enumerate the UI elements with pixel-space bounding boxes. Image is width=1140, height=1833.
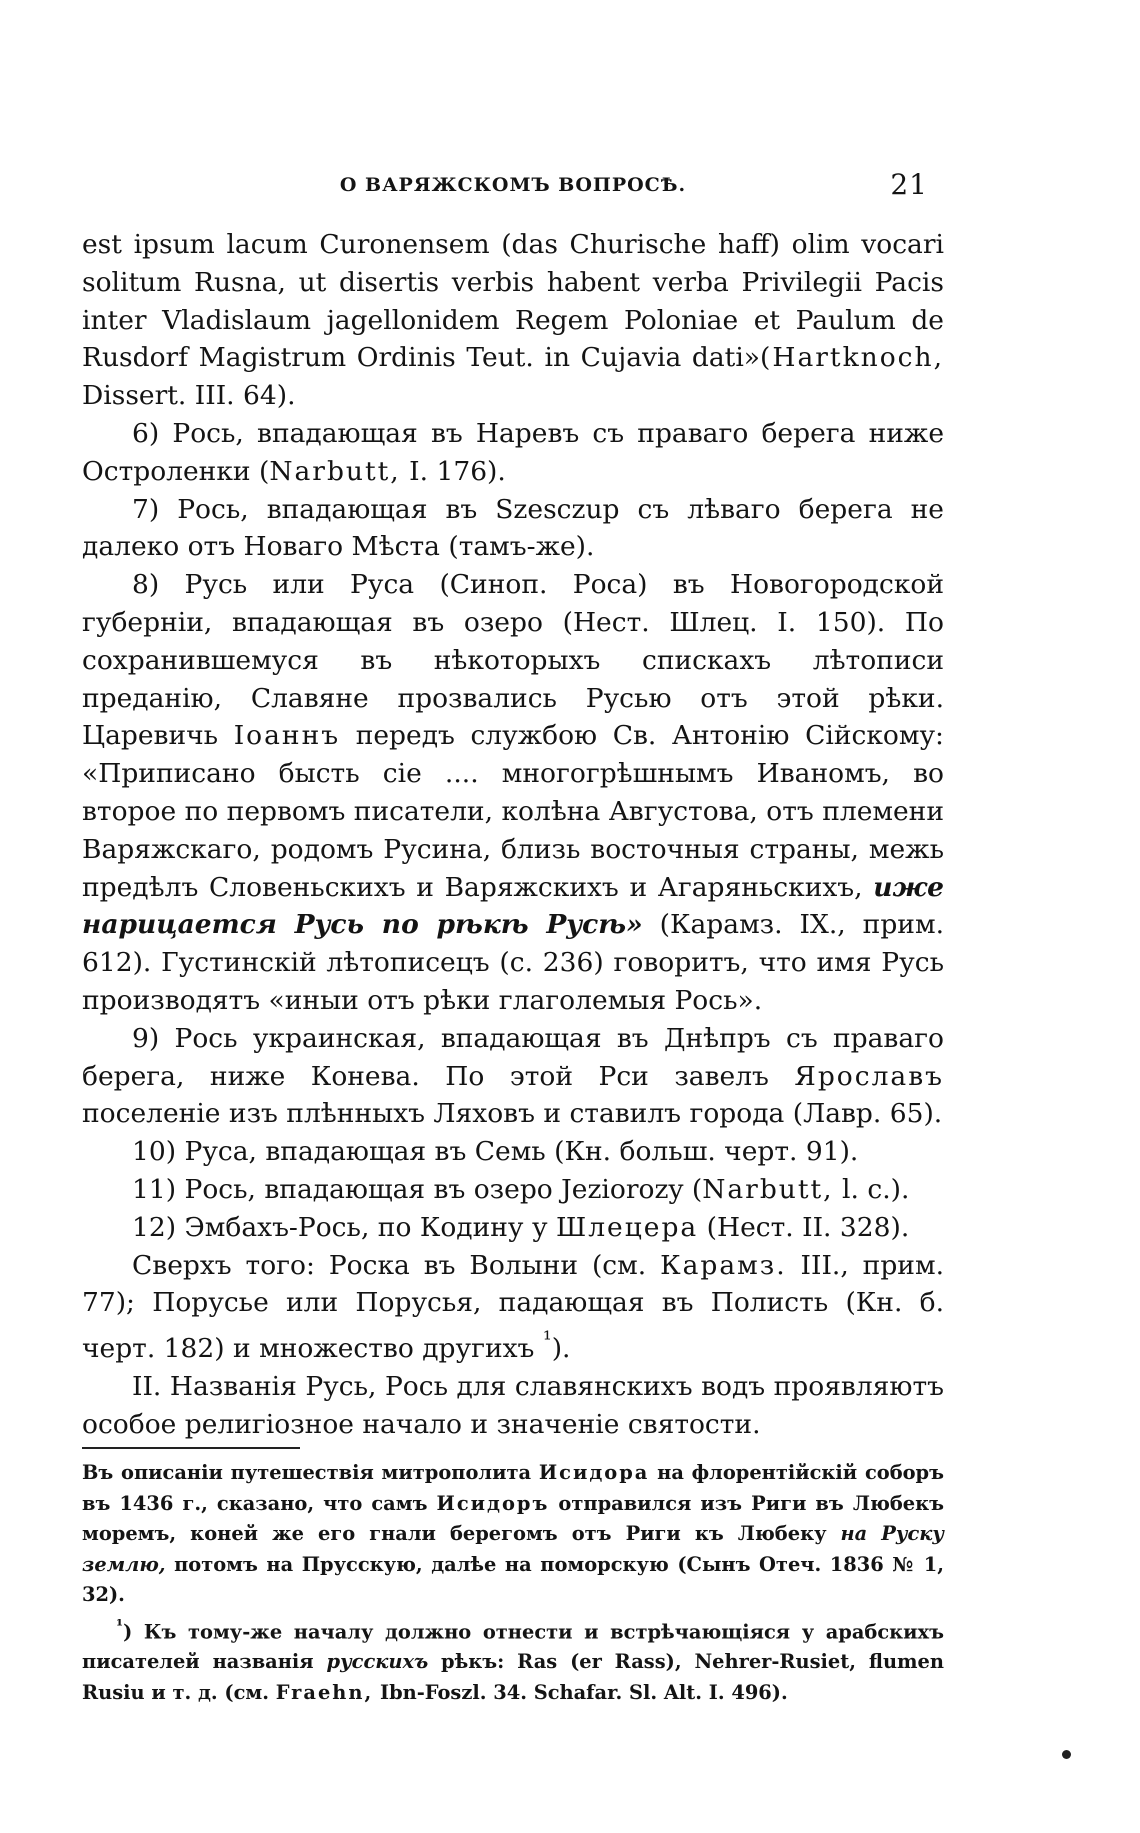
paragraph-text: поселеніе изъ плѣнныхъ Ляховъ и ставилъ города (Лавр. 65). [82, 1098, 943, 1130]
footnote-number: ¹ [116, 1615, 124, 1635]
person-name: Исидоръ [436, 1491, 550, 1515]
paragraph-text: (Нест. II. 328). [698, 1211, 910, 1243]
paragraph-text: 8) Русь или Руса (Синоп. Роса) въ Новогородской губерніи, впадающая въ озеро (Нест. Шлец. I. 150). По сохранившемуся въ нѣкоторыхъ спискахъ лѣтописи преданію, Славяне прозвались Русью отъ этой рѣки. Царевичь [82, 569, 944, 752]
footnote-text: Ibn-Foszl. 34. Schafar. Sl. Alt. I. 496). [373, 1680, 788, 1704]
paragraph-item-7: 7) Рось, впадающая въ Szesczup съ лѣваго берега не далеко отъ Новаго Мѣста (тамъ-же). [82, 493, 944, 563]
author-name: Narbutt, [702, 1173, 834, 1205]
person-name: Іоаннъ [233, 720, 341, 752]
italic-phrase: на Руску землю, [82, 1522, 944, 1576]
ink-dot [1062, 1750, 1071, 1759]
body-text [82, 226, 944, 1443]
footnote-text: потомъ на Прусскую, далѣе на поморскую (Сынъ Отеч. 1836 № 1, 32). [82, 1552, 944, 1606]
footnote-text: отправился изъ Риги въ Любекъ моремъ, коней же его гнали берегомъ отъ Риги къ Любеку [82, 1491, 945, 1545]
paragraph-text: 11) Рось, впадающая въ озеро Jeziorozy ( [132, 1173, 703, 1205]
footnotes [82, 1458, 944, 1708]
paragraph-additional [82, 1247, 944, 1368]
paragraph-section-II: II. Названія Русь, Рось для славянскихъ водъ проявляютъ особое религіозное начало и значеніе святости. [82, 1370, 944, 1440]
author-name: (Hartknoch, [760, 342, 944, 374]
paragraph-text: l. c.). [833, 1173, 910, 1205]
italic-quote: иже нарицается Русь по рѣкѣ Русѣ» [82, 871, 944, 941]
footnote-text: Въ описаніи путешествія митрополита [82, 1461, 539, 1484]
paragraph-continuation [82, 226, 944, 415]
footnote-continuation [82, 1458, 944, 1611]
paragraph-text: 6) Рось, впадающая въ Наревъ съ праваго берега ниже Остроленки ( [82, 417, 944, 487]
footnote-divider [82, 1447, 300, 1449]
paragraph-item-12 [82, 1209, 944, 1247]
paragraph-item-6 [82, 415, 944, 491]
paragraph-text: III., прим. 77); Порусье или Порусья, падающая въ Полисть (Кн. б. черт. 182) и множество другихъ [82, 1249, 944, 1364]
running-title: О ВАРЯЖСКОМЪ ВОПРОСѢ. [339, 174, 687, 196]
person-name: Шлецера [555, 1211, 699, 1243]
paragraph-text: Сверхъ того: Роска въ Волыни (см. [132, 1249, 661, 1281]
paragraph-item-9 [82, 1020, 944, 1133]
paragraph-text: est ipsum lacum Curonensem (das Churische haff) olim vocari solitum Rusna, ut disertis verbis habent verba Privilegii Pacis inter Vladislaum jagellonidem Regem Poloniae et Paulum de Rusdorf Magistrum Ordinis Teut. in Cujavia dati» [82, 229, 944, 374]
author-name: Narbutt, [269, 455, 401, 487]
paragraph-text: I. 176). [400, 455, 506, 487]
footnote-text: рѣкъ: Ras (er Rass), Nehrer-Rusiet, flumen Rusiu и т. д. (см. [82, 1650, 944, 1704]
footnote-text: ) Къ тому-же началу должно отнести и встрѣчающіяся у арабскихъ писателей названія [82, 1619, 944, 1674]
person-name: Ярославъ [794, 1060, 944, 1092]
person-name: Исидора [538, 1461, 650, 1484]
paragraph-text: (Карамз. IX., прим. 612). Густинскій лѣтописецъ (с. 236) говоритъ, что имя Русь производятъ «иныи отъ рѣки глаголемыя Рось». [82, 909, 944, 1016]
paragraph-item-11 [82, 1171, 944, 1209]
author-name: Fraehn, [275, 1680, 374, 1704]
paragraph-text: 12) Эмбахъ-Рось, по Кодину у [132, 1211, 556, 1243]
running-head [82, 168, 944, 212]
person-name: Карамз. [660, 1249, 787, 1281]
footnote-1 [82, 1611, 944, 1709]
paragraph-text: ). [551, 1332, 571, 1364]
paragraph-item-8 [82, 566, 944, 1020]
paragraph-text: передъ службою Св. Антонію Сійскому: «Приписано бысть сіе .... многогрѣшнымъ Иваномъ, во второе по первомъ писатели, колѣна Августова, отъ племени Варяжскаго, родомъ Русина, близь восточныя страны, межь предѣлъ Словеньскихъ и Варяжскихъ и Агаряньскихъ, [82, 720, 944, 903]
footnote-text: на флорентійскій соборъ въ 1436 г., сказано, что самъ [82, 1461, 944, 1515]
paragraph-text: 9) Рось украинская, впадающая въ Днѣпръ съ праваго берега, ниже Конева. По этой Рси завелъ [82, 1022, 944, 1092]
footnote-marker[interactable]: ¹ [542, 1328, 552, 1354]
paragraph-text: Dissert. III. 64). [82, 380, 296, 412]
italic-word: русскихъ [326, 1650, 429, 1674]
page-number: 21 [890, 168, 928, 201]
paragraph-item-10: 10) Руса, впадающая въ Семь (Кн. больш. черт. 91). [132, 1136, 859, 1168]
